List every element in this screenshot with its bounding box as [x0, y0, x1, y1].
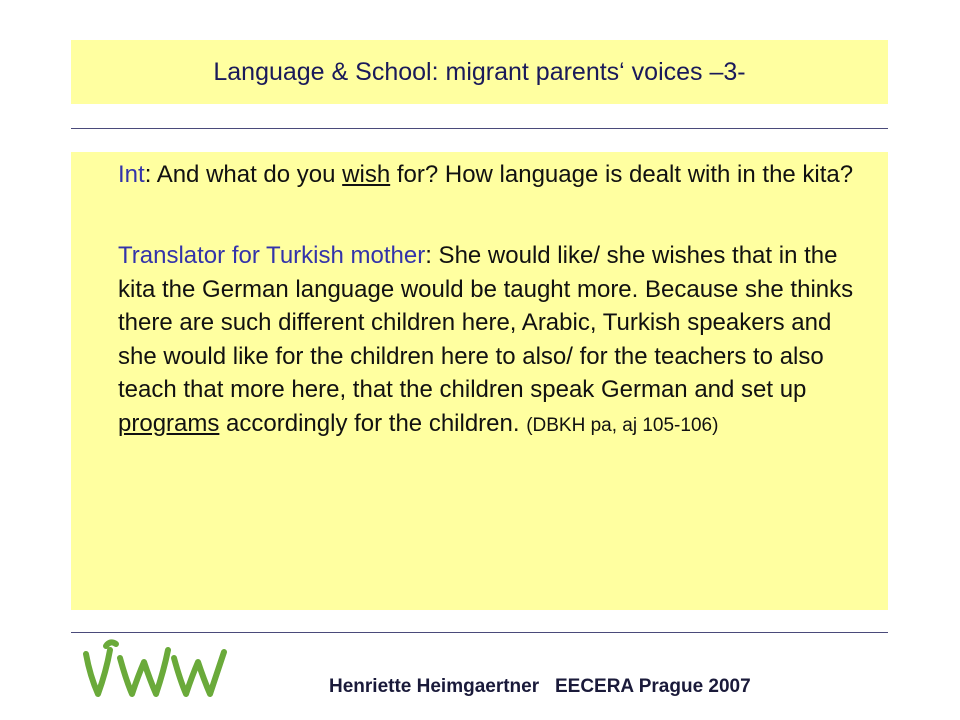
title-box: [71, 40, 888, 104]
source-reference: (DBKH pa, aj 105-106): [526, 414, 719, 436]
question-speaker: Int: [118, 161, 145, 188]
footer-credit: [329, 676, 751, 698]
top-divider: [71, 128, 888, 129]
slide-title: Language & School: migrant parents‘ voices –3-: [213, 57, 746, 86]
question-underlined-word: wish: [342, 161, 391, 188]
answer-underlined-word: programs: [118, 409, 220, 437]
footer-author: Henriette Heimgaertner: [329, 676, 540, 697]
answer-speaker: Translator for Turkish mother: [118, 242, 426, 269]
answer-text-2: accordingly for the children.: [219, 409, 527, 437]
footer-event: EECERA Prague 2007: [554, 676, 751, 697]
quote-box: [71, 152, 888, 610]
interviewer-question: [118, 158, 868, 192]
vww-logo-icon: [76, 636, 236, 702]
bottom-divider: [71, 632, 888, 633]
question-text-1: : And what do you: [144, 161, 343, 188]
answer-text-1: : She would like/ she wishes that in the kita the German language would be taught more. Because she thinks there are such different children here, Arabic, Turkish speakers and she would like for the children here to also/ for the teachers to also teach that more here, that the children speak German and set up: [118, 242, 854, 403]
question-text-2: for? How language is dealt with in the kita?: [390, 161, 854, 188]
translator-answer: [118, 239, 868, 442]
